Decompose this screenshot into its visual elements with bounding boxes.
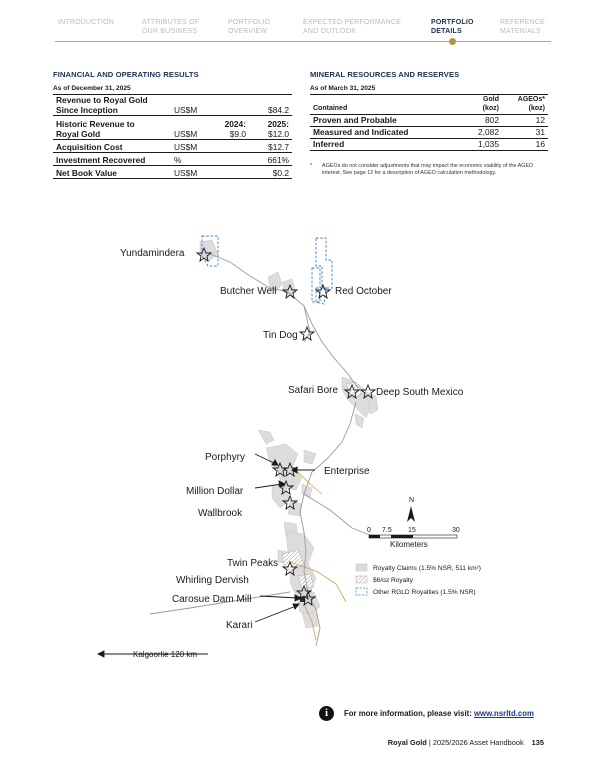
label-wallbrook: Wallbrook: [198, 508, 243, 519]
arrow: [260, 596, 298, 598]
table-row: [53, 95, 292, 105]
label-tin-dog: Tin Dog: [263, 330, 298, 341]
claim-area: [258, 430, 274, 444]
row-label: Royal Gold: [53, 129, 171, 140]
table-row: [310, 139, 548, 151]
claim-area: [355, 414, 364, 428]
table-row: [53, 153, 292, 166]
footnote-mark: *: [310, 163, 313, 169]
scale-bar: [367, 527, 460, 549]
claim-area: [302, 612, 318, 628]
header-line: Gold: [483, 96, 499, 103]
header-line: AGEOs*: [517, 96, 545, 103]
north-arrow: [407, 497, 415, 522]
header-line: (koz): [528, 105, 545, 112]
label-red-october: Red October: [335, 286, 392, 297]
website-link[interactable]: www.nsrltd.com: [473, 709, 534, 718]
label-butcher-well: Butcher Well: [220, 286, 277, 297]
legend-oz: $6/oz Royalty: [373, 577, 413, 584]
row-value: $0.2: [249, 166, 292, 179]
other-royalty-area: [316, 238, 332, 288]
reserves-table: [310, 95, 548, 151]
label-carosue-dam-mill: Carosue Dam Mill: [172, 594, 252, 605]
row-value: $9.0: [219, 129, 249, 140]
table-row: [53, 140, 292, 153]
scale-tick: 15: [408, 527, 416, 534]
footnote-text: AGEOs do not consider adjustments that may impact the economic viability of the AGEO interest. See page 12 for a description of AGEO calculation methodology.: [322, 163, 534, 176]
row-year: 2024:: [224, 119, 246, 129]
nav-line: DETAILS: [431, 28, 462, 35]
nav-divider: [55, 41, 551, 42]
north-arrow-icon: [407, 506, 415, 522]
arrow: [255, 606, 296, 622]
row-ageo: 12: [502, 115, 548, 127]
nav-line: MATERIALS: [500, 28, 541, 35]
row-year: 2025:: [267, 119, 289, 129]
row-gold: 1,035: [450, 139, 502, 151]
footer-separator: |: [426, 738, 433, 747]
financial-as-of: As of December 31, 2025: [53, 85, 131, 92]
row-label: Investment Recovered: [53, 153, 171, 166]
more-info-prefix: For more information, please visit:: [344, 709, 474, 718]
page-number: 135: [531, 738, 544, 747]
label-yundamindera: Yundamindera: [120, 248, 185, 259]
claim-area: [304, 450, 316, 464]
legend-other: Other RGLD Royalties (1.5% NSR): [373, 589, 476, 596]
label-enterprise: Enterprise: [324, 466, 370, 477]
table-header: [310, 95, 548, 115]
table-row: [53, 166, 292, 179]
row-unit: %: [171, 153, 219, 166]
nav-line: PORTFOLIO: [431, 19, 474, 26]
royalty-map: [90, 232, 510, 672]
nav-line: EXPECTED PERFORMANCE: [303, 19, 402, 26]
row-unit: US$M: [171, 140, 219, 153]
row-label: Acquisition Cost: [53, 140, 171, 153]
active-section-indicator: [449, 38, 456, 45]
row-label: Since Inception: [53, 105, 171, 116]
nav-item-portfolio-details[interactable]: [431, 18, 474, 36]
arrow-head: [98, 651, 104, 657]
header-line: (koz): [482, 105, 499, 112]
info-icon: i: [319, 706, 334, 721]
row-label: Proven and Probable: [310, 115, 450, 127]
map-legend: [356, 564, 481, 596]
row-label: Net Book Value: [53, 166, 171, 179]
row-label: Inferred: [310, 139, 450, 151]
label-whirling-dervish: Whirling Dervish: [176, 575, 249, 586]
star-icon: [300, 327, 314, 340]
table-row: [310, 115, 548, 127]
table-row: [310, 127, 548, 139]
nav-item-expected-performance[interactable]: [303, 18, 401, 36]
row-value: $12.7: [249, 140, 292, 153]
top-navigation: [58, 18, 558, 42]
reserves-as-of: As of March 31, 2025: [310, 85, 376, 92]
header-ageo: [502, 95, 548, 115]
row-gold: 802: [450, 115, 502, 127]
footer-handbook: 2025/2026 Asset Handbook: [432, 738, 524, 747]
label-million-dollar: Million Dollar: [186, 486, 244, 497]
legend-swatch-other: [356, 588, 367, 595]
more-info: [344, 709, 534, 718]
label-porphyry: Porphyry: [205, 452, 246, 463]
scale-tick: 30: [452, 527, 460, 534]
nav-item-portfolio-overview[interactable]: [228, 18, 270, 36]
row-label: Measured and Indicated: [310, 127, 450, 139]
nav-line: OUR BUSINESS: [142, 28, 198, 35]
star-icon: [316, 285, 330, 298]
roads: [150, 254, 372, 646]
ageo-footnote: [310, 163, 550, 177]
row-ageo: 31: [502, 127, 548, 139]
north-label: N: [409, 497, 415, 504]
financial-title: FINANCIAL AND OPERATING RESULTS: [53, 70, 199, 79]
nav-item-attributes[interactable]: [142, 18, 199, 36]
nav-line: PORTFOLIO: [228, 19, 271, 26]
financial-table: [53, 95, 292, 179]
nav-line: INTRODUCTION: [58, 19, 115, 26]
footer-brand: Royal Gold: [387, 738, 427, 747]
nav-line: OVERVIEW: [228, 28, 268, 35]
row-label: Revenue to Royal Gold: [56, 95, 148, 105]
table-row: [53, 116, 292, 130]
header-gold: [450, 95, 502, 115]
table-row: [53, 105, 292, 116]
scale-tick: 7.5: [382, 527, 392, 534]
label-deep-south-mexico: Deep South Mexico: [376, 387, 464, 398]
label-safari-bore: Safari Bore: [288, 385, 339, 396]
legend-swatch-claims: [356, 564, 367, 571]
legend-claims: Royalty Claims (1.5% NSR, 511 km²): [373, 565, 481, 572]
row-value: 661%: [249, 153, 292, 166]
reserves-title: MINERAL RESOURCES AND RESERVES: [310, 70, 460, 79]
label-kalgoorlie: Kalgoorlie 120 km: [133, 650, 198, 659]
row-unit: US$M: [171, 105, 219, 116]
row-gold: 2,082: [450, 127, 502, 139]
row-unit: US$M: [171, 129, 219, 140]
page-footer: [388, 738, 544, 747]
nav-line: REFERENCE: [500, 19, 545, 26]
nav-line: ATTRIBUTES OF: [142, 19, 200, 26]
row-value: $12.0: [249, 129, 292, 140]
label-karari: Karari: [226, 620, 253, 631]
row-ageo: 16: [502, 139, 548, 151]
row-label: Historic Revenue to: [56, 119, 135, 129]
road: [304, 494, 372, 536]
row-value: $84.2: [249, 105, 292, 116]
scale-unit: Kilometers: [390, 540, 428, 549]
row-unit: US$M: [171, 166, 219, 179]
arrow-head: [293, 604, 299, 609]
legend-swatch-oz: [356, 576, 367, 583]
road: [210, 254, 358, 388]
scale-tick: 0: [367, 527, 371, 534]
nav-item-introduction[interactable]: [58, 18, 114, 27]
table-row: [53, 129, 292, 140]
header-contained: Contained: [310, 95, 450, 115]
label-twin-peaks: Twin Peaks: [227, 558, 279, 569]
nav-line: AND OUTLOOK: [303, 28, 357, 35]
claim-area: [278, 468, 302, 490]
nav-item-reference-materials[interactable]: [500, 18, 545, 36]
